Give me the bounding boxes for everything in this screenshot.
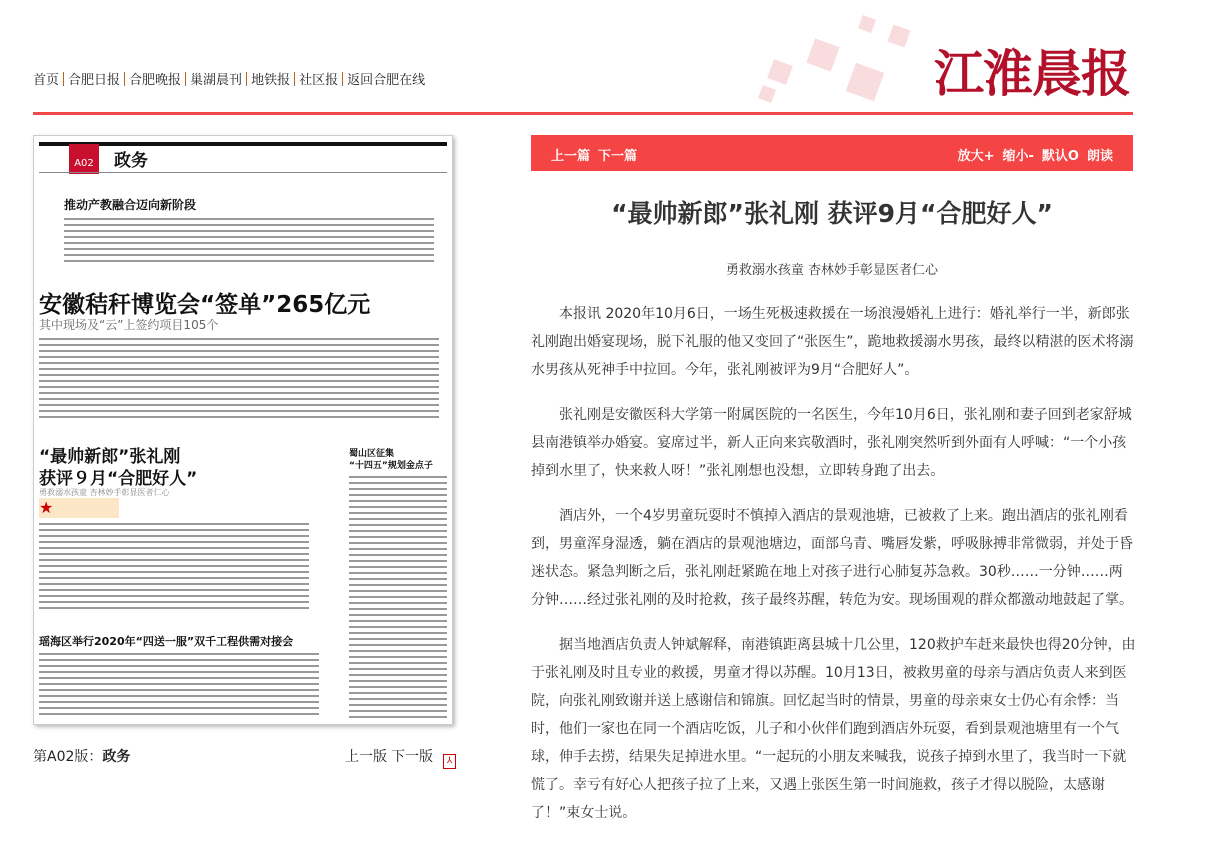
paper-headline[interactable]: “最帅新郎”张礼刚 [39,447,181,467]
paper-headline[interactable]: 获评９月“合肥好人” [39,469,198,489]
paper-headline[interactable]: 瑶海区举行2020年“四送一服”双千工程供需对接会 [39,635,294,648]
edition-number: 第A02版： [33,749,103,765]
paper-subheadline: 其中现场及“云”上签约项目105个 [39,318,219,332]
paper-headline[interactable]: 推动产教融合迈向新阶段 [64,198,197,212]
divider [63,72,64,86]
edition-nav [345,746,456,769]
header-divider [33,112,1133,115]
page-section: 政务 [114,151,148,171]
nav-community[interactable]: 社区报 [299,73,339,88]
nav-chaohu[interactable]: 巢湖晨刊 [190,73,243,88]
divider [246,72,247,86]
zoom-out-button[interactable]: 缩小- [1002,149,1034,164]
paper-headline[interactable]: “十四五”规划金点子 [349,461,433,471]
article-paragraph: 据当地酒店负责人钟斌解释，南港镇距离县城十几公里，120救护车赶来最快也得20分钟，由于张礼刚及时且专业的救援，男童才得以苏醒。10月13日，被救男童的母亲与酒店负责人来到医院，向张礼刚致谢并送上感谢信和锦旗。回忆起当时的情景，男童的母亲束女士仍心有余悸：当时，他们一家也在同一个酒店吃饭，儿子和小伙伴们跑到酒店外玩耍，看到景观池塘里有一个气球，伸手去捞，结果失足掉进水里。“一起玩的小朋友来喊我，说孩子掉到水里了，我当时一下就慌了。幸亏有好心人把孩子拉了上来，又遇上张医生第一时间施救，孩子才得以脱险，太感谢了！”束女士说。 [531,637,1136,821]
edition-section: 政务 [102,749,131,765]
nav-back-online[interactable]: 返回合肥在线 [347,73,426,88]
next-article-button[interactable]: 下一篇 [598,149,638,164]
nav-hefei-daily[interactable]: 合肥日报 [68,73,121,88]
article-toolbar [531,135,1133,171]
article-paragraph: 张礼刚是安徽医科大学第一附属医院的一名医生，今年10月6日，张礼刚和妻子回到老家舒城县南港镇举办婚宴。宴席过半，新人正向来宾敬酒时，张礼刚突然听到外面有人呼喊：“一个小孩掉到水里了，快来救人呀！”张礼刚想也没想，立即转身跑了出去。 [531,407,1132,479]
article-subtitle: 勇救溺水孩童 杏林妙手彰显医者仁心 [725,263,939,278]
article-paragraph: 酒店外，一个4岁男童玩耍时不慎掉入酒店的景观池塘，已被救了上来。跑出酒店的张礼刚看到，男童浑身湿透，躺在酒店的景观池塘边，面部乌青、嘴唇发紫，呼吸脉搏非常微弱，并处于昏迷状态。紧急判断之后，张礼刚赶紧跪在地上对孩子进行心肺复苏急救。30秒……一分钟……两分钟……经过张礼刚的及时抢救，孩子最终苏醒，转危为安。现场围观的群众都激动地鼓起了掌。 [531,508,1133,608]
star-icon: ★ [39,498,119,518]
divider [294,72,295,86]
read-aloud-button[interactable]: 朗读 [1086,149,1113,164]
divider [124,72,125,86]
nav-home[interactable]: 首页 [33,73,60,88]
next-edition-link[interactable]: 下一版 [391,749,433,765]
divider [342,72,343,86]
nav-hefei-evening[interactable]: 合肥晚报 [129,73,182,88]
page-badge: A02 [69,144,99,174]
default-size-button[interactable]: 默认O [1041,149,1079,164]
newspaper-page-image[interactable] [33,135,453,725]
paper-headline[interactable]: 安徽秸秆博览会“签单”265亿元 [39,292,371,318]
article-title: “最帅新郎”张礼刚 获评9月“合肥好人” [611,199,1053,228]
prev-article-button[interactable]: 上一篇 [551,149,591,164]
article-body [531,300,1136,844]
logo-text: 江淮晨报 [934,44,1130,103]
logo [700,12,1140,102]
article-paragraph: 本报讯 2020年10月6日，一场生死极速救援在一场浪漫婚礼上进行：婚礼举行一半，新郎张礼刚跑出婚宴现场，脱下礼服的他又变回了“张医生”，跪地救援溺水男孩，最终以精湛的医术将溺水男孩从死神手中拉回。今年，张礼刚被评为9月“合肥好人”。 [531,306,1134,378]
edition-label [33,746,130,766]
paper-headline[interactable]: 蜀山区征集 [349,449,395,459]
pdf-icon[interactable]: ⅄ [443,754,456,769]
divider [185,72,186,86]
zoom-in-button[interactable]: 放大+ [957,149,995,164]
nav-metro[interactable]: 地铁报 [251,73,291,88]
top-nav [33,69,425,88]
prev-edition-link[interactable]: 上一版 [345,749,387,765]
paper-subheadline: 勇救溺水孩童 杏林妙手彰显医者仁心 [39,488,170,497]
